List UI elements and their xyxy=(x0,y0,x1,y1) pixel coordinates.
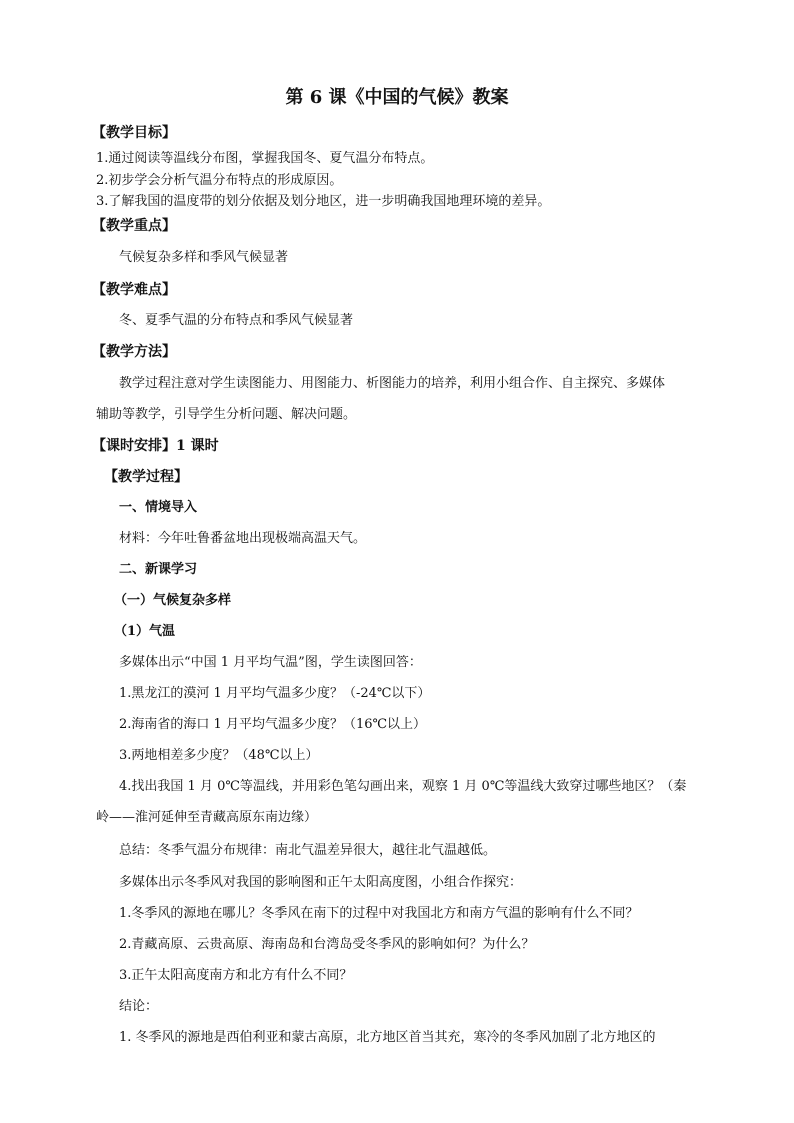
method-text-line: 辅助等教学，引导学生分析问题、解决问题。 xyxy=(96,407,357,422)
question-item: 2.海南省的海口 1 月平均气温多少度？（16℃以上） xyxy=(119,717,427,732)
method-heading: 【教学方法】 xyxy=(92,344,176,360)
section-heading: 一、情境导入 xyxy=(119,500,198,515)
conclusion-item: 1. 冬季风的源地是西伯利亚和蒙古高原，北方地区首当其充，寒冷的冬季风加剧了北方地区的 xyxy=(119,1030,656,1045)
section-heading: 二、新课学习 xyxy=(119,562,198,577)
objective-item: 3.了解我国的温度带的划分依据及划分地区，进一步明确我国地理环境的差异。 xyxy=(96,194,551,209)
question-item: 1.黑龙江的漠河 1 月平均气温多少度？（-24℃以下） xyxy=(119,686,431,701)
summary-text: 总结：冬季气温分布规律：南北气温差异很大，越往北气温越低。 xyxy=(119,843,497,858)
question-item-continuation: 岭——淮河延伸至青藏高原东南边缘） xyxy=(96,810,318,825)
subsection-heading: （一）气候复杂多样 xyxy=(114,593,232,608)
inquiry-item: 1.冬季风的源地在哪儿？冬季风在南下的过程中对我国北方和南方气温的影响有什么不同？ xyxy=(119,906,639,921)
difficult-points-heading: 【教学难点】 xyxy=(92,282,176,298)
objective-item: 2.初步学会分析气温分布特点的形成原因。 xyxy=(96,173,343,188)
key-points-text: 气候复杂多样和季风气候显著 xyxy=(119,250,289,265)
difficult-points-text: 冬、夏季气温的分布特点和季风气候显著 xyxy=(119,313,354,328)
question-item: 3.两地相差多少度？（48℃以上） xyxy=(119,748,319,763)
paragraph: 多媒体出示“中国 1 月平均气温”图，学生读图回答： xyxy=(119,655,422,670)
conclusion-label: 结论： xyxy=(119,999,159,1014)
schedule-heading: 【课时安排】1 课时 xyxy=(92,438,219,454)
objectives-heading: 【教学目标】 xyxy=(92,125,176,141)
objective-item: 1.通过阅读等温线分布图，掌握我国冬、夏气温分布特点。 xyxy=(96,151,434,166)
method-text-line: 教学过程注意对学生读图能力、用图能力、析图能力的培养，利用小组合作、自主探究、多媒体 xyxy=(119,376,666,391)
subsection-heading: （1）气温 xyxy=(114,624,176,639)
inquiry-item: 3.正午太阳高度南方和北方有什么不同？ xyxy=(119,968,353,983)
question-item: 4.找出我国 1 月 0℃等温线，并用彩色笔勾画出来，观察 1 月 0℃等温线大致穿过哪些地区？（秦 xyxy=(119,779,687,794)
inquiry-item: 2.青藏高原、云贵高原、海南岛和台湾岛受冬季风的影响如何？为什么？ xyxy=(119,937,535,952)
section-text: 材料：今年吐鲁番盆地出现极端高温天气。 xyxy=(119,531,367,546)
paragraph: 多媒体出示冬季风对我国的影响图和正午太阳高度图，小组合作探究： xyxy=(119,875,523,890)
process-heading: 【教学过程】 xyxy=(104,469,188,485)
page-title: 第 6 课《中国的气候》教案 xyxy=(285,87,509,108)
key-points-heading: 【教学重点】 xyxy=(92,218,176,234)
